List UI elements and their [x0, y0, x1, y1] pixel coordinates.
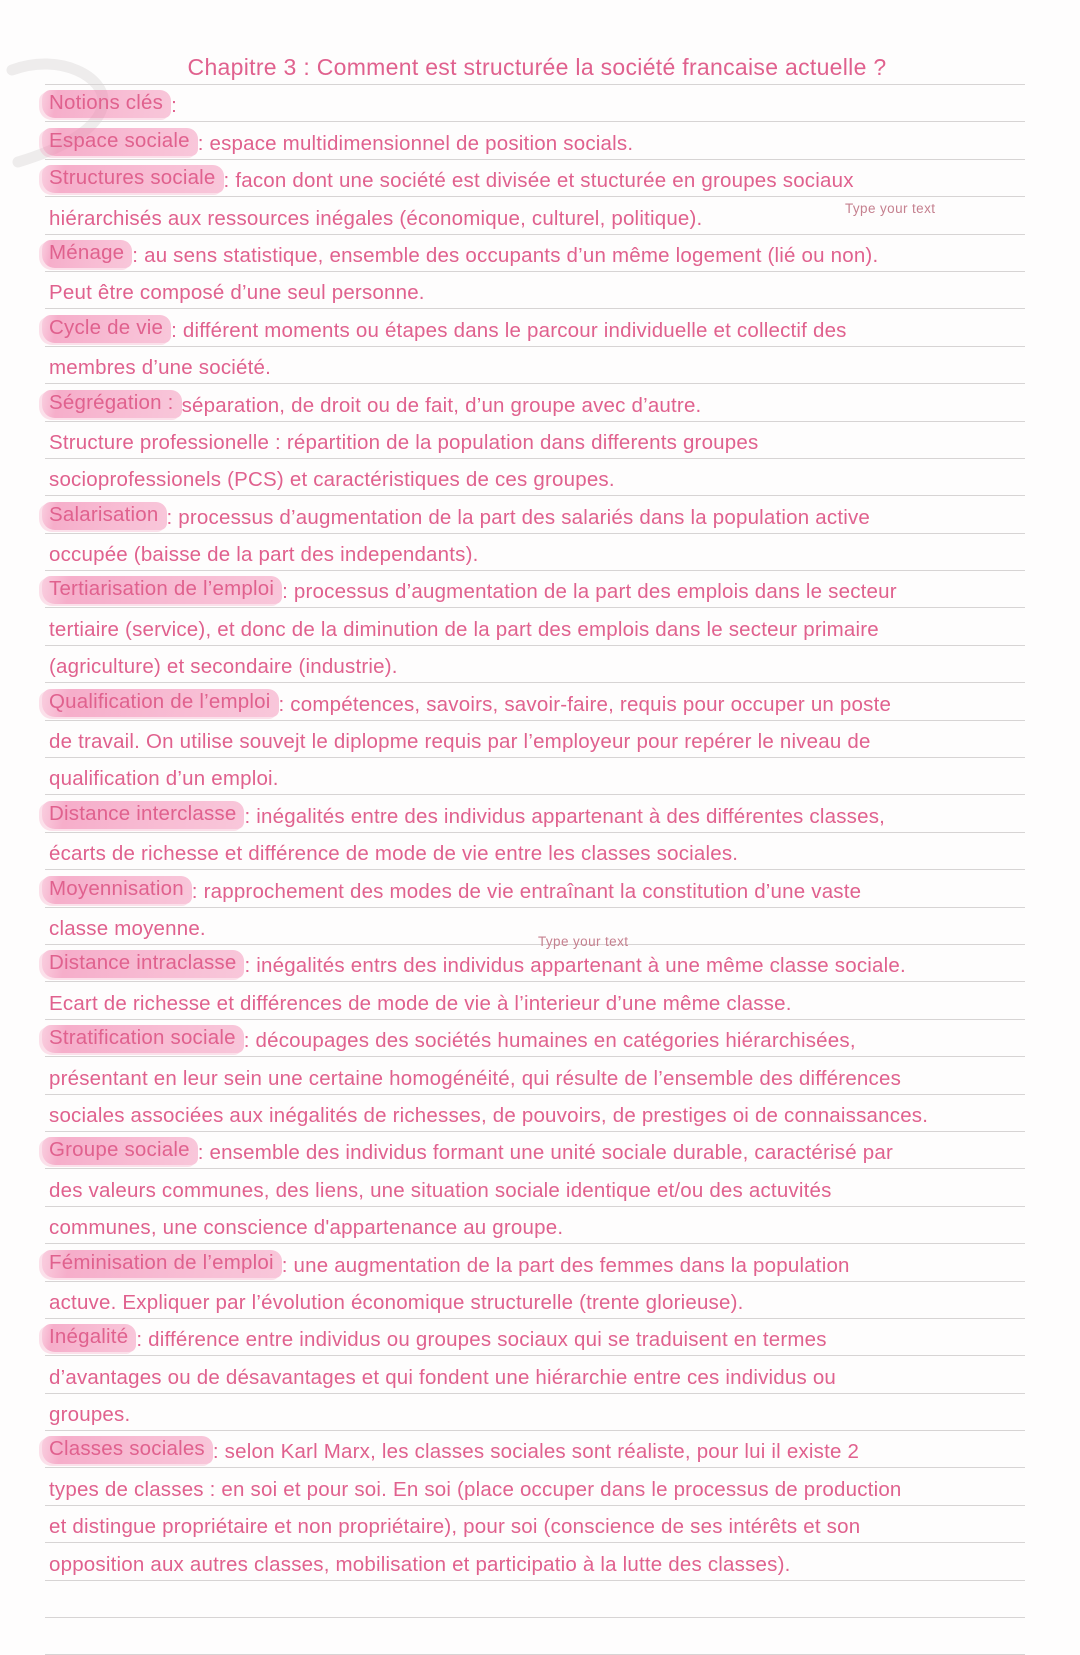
- highlighted-term: Espace sociale: [42, 128, 198, 156]
- note-line: [45, 1618, 1025, 1655]
- note-line: [45, 1282, 1025, 1319]
- note-line: [45, 608, 1025, 645]
- note-line: [45, 1468, 1025, 1505]
- page-title: [45, 0, 1025, 85]
- line-text: d’avantages ou de désavantages et qui fondent une hiérarchie entre ces individus ou: [49, 1365, 837, 1389]
- highlighted-term: Notions clés: [42, 90, 171, 118]
- line-text: (agriculture) et secondaire (industrie).: [49, 655, 398, 679]
- line-text: et distingue propriétaire et non propriétaire), pour soi (conscience de ses intérêts et son: [49, 1515, 861, 1539]
- line-text: :: [171, 94, 177, 118]
- line-text: groupes.: [49, 1403, 131, 1427]
- line-text: membres d’une société.: [49, 356, 272, 380]
- line-text: classe moyenne.: [49, 916, 206, 940]
- note-line: [45, 459, 1025, 496]
- note-line: [45, 1057, 1025, 1094]
- text-placeholder-1[interactable]: Type your text: [845, 201, 936, 216]
- line-text: Peut être composé d’une seul personne.: [49, 281, 425, 305]
- line-text: : différence entre individus ou groupes sociaux qui se traduisent en termes: [136, 1328, 827, 1352]
- note-line: [45, 122, 1025, 159]
- highlighted-term: Groupe sociale: [42, 1137, 198, 1165]
- note-line: [45, 347, 1025, 384]
- highlighted-term: Structures sociale: [42, 165, 224, 193]
- highlighted-term: Inégalité: [42, 1324, 136, 1352]
- note-line: [45, 908, 1025, 945]
- line-text: : découpages des sociétés humaines en catégories hiérarchisées,: [243, 1029, 856, 1053]
- note-line: [45, 1169, 1025, 1206]
- note-line: [45, 1394, 1025, 1431]
- line-text: : inégalités entrs des individus appartenant à une même classe sociale.: [244, 954, 906, 978]
- note-line: [45, 1506, 1025, 1543]
- note-line: [45, 1543, 1025, 1580]
- line-text: de travail. On utilise souvejt le diplopme requis par l’employeur pour repérer le niveau de: [49, 730, 871, 754]
- note-line: [45, 646, 1025, 683]
- line-text: : ensemble des individus formant une unité sociale durable, caractérisé par: [197, 1141, 893, 1165]
- line-text: hiérarchisés aux ressources inégales (économique, culturel, politique).: [49, 206, 703, 230]
- line-text: actuve. Expliquer par l’évolution économique structurelle (trente glorieuse).: [49, 1290, 744, 1314]
- ruled-sheet: [45, 0, 1025, 1655]
- line-text: séparation, de droit ou de fait, d’un groupe avec d’autre.: [181, 393, 702, 417]
- note-line: [45, 1207, 1025, 1244]
- note-line: [45, 571, 1025, 608]
- highlighted-term: Classes sociales: [42, 1436, 213, 1464]
- note-line: [45, 235, 1025, 272]
- highlighted-term: Distance interclasse: [42, 801, 244, 829]
- line-text: sociales associées aux inégalités de richesses, de pouvoirs, de prestiges oi de connaissances.: [49, 1103, 929, 1127]
- note-line: [45, 384, 1025, 421]
- line-text: : une augmentation de la part des femmes dans la population: [281, 1253, 850, 1277]
- highlighted-term: Ménage: [42, 240, 132, 268]
- note-line: [45, 272, 1025, 309]
- note-line: [45, 1431, 1025, 1468]
- line-text: qualification d’un emploi.: [49, 767, 279, 791]
- note-line: [45, 982, 1025, 1019]
- line-text: écarts de richesse et différence de mode de vie entre les classes sociales.: [49, 842, 739, 866]
- note-line: [45, 870, 1025, 907]
- highlighted-term: Salarisation: [42, 502, 167, 530]
- line-text: : inégalités entre des individus appartenant à des différentes classes,: [244, 804, 886, 828]
- note-line: [45, 795, 1025, 832]
- note-line: [45, 1095, 1025, 1132]
- line-text: : rapprochement des modes de vie entraînant la constitution d’une vaste: [191, 879, 862, 903]
- line-text: opposition aux autres classes, mobilisation et participatio à la lutte des classes).: [49, 1552, 791, 1576]
- line-text: présentant en leur sein une certaine homogénéité, qui résulte de l’ensemble des différences: [49, 1066, 902, 1090]
- note-line: [45, 833, 1025, 870]
- line-text: : au sens statistique, ensemble des occupants d’un même logement (lié ou non).: [132, 243, 879, 267]
- note-line: [45, 496, 1025, 533]
- note-line: [45, 85, 1025, 122]
- highlighted-term: Stratification sociale: [42, 1025, 244, 1053]
- highlighted-term: Distance intraclasse: [42, 950, 244, 978]
- note-line: [45, 1319, 1025, 1356]
- page-title-text: Chapitre 3 : Comment est structurée la société francaise actuelle ?: [187, 54, 887, 80]
- line-text: : processus d’augmentation de la part des emplois dans le secteur: [282, 580, 897, 604]
- note-line: [45, 1132, 1025, 1169]
- note-line: [45, 758, 1025, 795]
- note-line: [45, 1581, 1025, 1618]
- line-text: types de classes : en soi et pour soi. En soi (place occuper dans le processus de production: [49, 1477, 902, 1501]
- note-line: [45, 422, 1025, 459]
- line-text: : facon dont une société est divisée et stucturée en groupes sociaux: [223, 169, 854, 193]
- highlighted-term: Qualification de l’emploi: [42, 689, 279, 717]
- line-text: Ecart de richesse et différences de mode de vie à l’interieur d’une même classe.: [49, 991, 792, 1015]
- note-line: [45, 160, 1025, 197]
- note-line: [45, 945, 1025, 982]
- note-line: [45, 534, 1025, 571]
- note-line: [45, 683, 1025, 720]
- line-text: : différent moments ou étapes dans le parcour individuelle et collectif des: [171, 318, 847, 342]
- line-text: : espace multidimensionnel de position socials.: [197, 131, 634, 155]
- note-line: [45, 309, 1025, 346]
- line-text: : selon Karl Marx, les classes sociales sont réaliste, pour lui il existe 2: [212, 1440, 860, 1464]
- line-text: Structure professionelle : répartition de la population dans differents groupes: [49, 430, 759, 454]
- highlighted-term: Féminisation de l’emploi: [42, 1250, 282, 1278]
- line-text: : compétences, savoirs, savoir-faire, requis pour occuper un poste: [278, 692, 892, 716]
- line-text: occupée (baisse de la part des independants).: [49, 543, 479, 567]
- line-text: socioprofessionels (PCS) et caractéristiques de ces groupes.: [49, 468, 615, 492]
- note-line: [45, 1244, 1025, 1281]
- highlighted-term: Tertiarisation de l’emploi: [42, 576, 282, 604]
- highlighted-term: Moyennisation: [42, 876, 192, 904]
- note-line: [45, 1020, 1025, 1057]
- highlighted-term: Ségrégation :: [42, 390, 182, 418]
- line-text: tertiaire (service), et donc de la diminution de la part des emplois dans le secteur primaire: [49, 617, 879, 641]
- note-lines: [45, 85, 1025, 1655]
- text-placeholder-2[interactable]: Type your text: [538, 934, 629, 949]
- line-text: communes, une conscience d'appartenance au groupe.: [49, 1216, 564, 1240]
- note-line: [45, 721, 1025, 758]
- note-line: [45, 1356, 1025, 1393]
- highlighted-term: Cycle de vie: [42, 315, 171, 343]
- line-text: : processus d’augmentation de la part des salariés dans la population active: [166, 505, 871, 529]
- line-text: des valeurs communes, des liens, une situation sociale identique et/ou des actuvités: [49, 1178, 832, 1202]
